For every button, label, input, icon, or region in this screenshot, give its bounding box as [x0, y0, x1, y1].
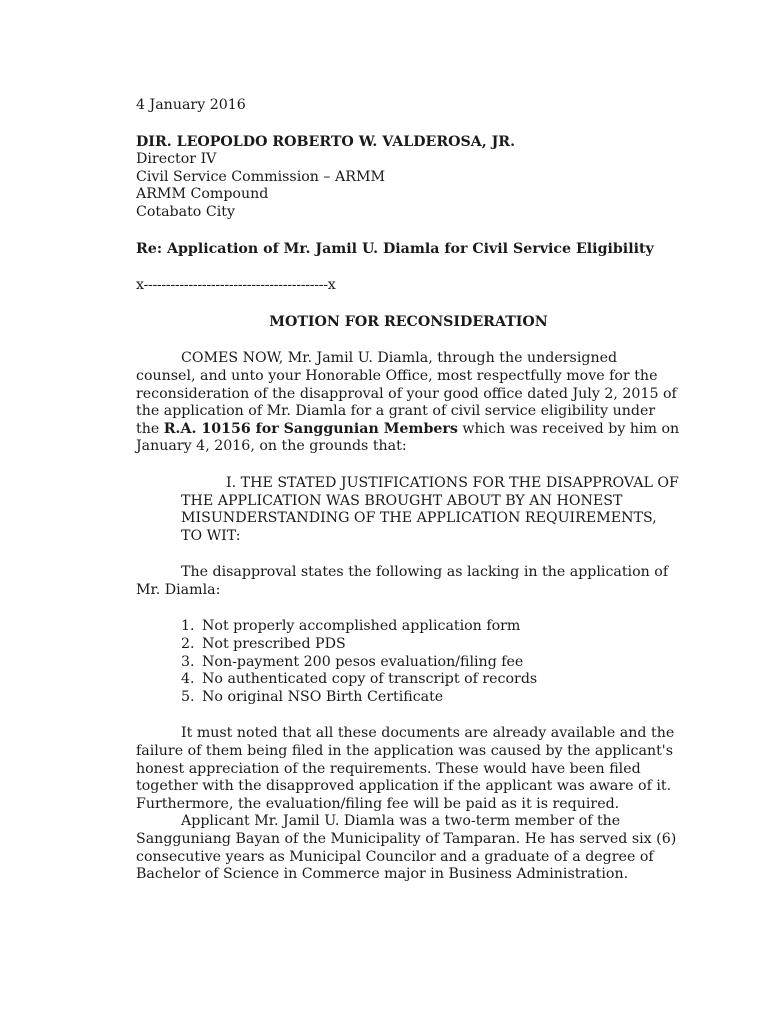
list-item — [136, 671, 681, 689]
explanation-paragraph: It must noted that all these documents are already available and the failure of them being filed in the application was caused by the applicant's honest appreciation of the requirements. These would have been filed together with the disapproved application if the applicant was aware of it. Furthermore, the evaluation/filing fee will be paid as it is required. — [136, 725, 675, 812]
recipient-city: Cotabato City — [136, 203, 235, 220]
list-item-number: 1. — [181, 618, 195, 635]
disapproval-paragraph: The disapproval states the following as lacking in the application of Mr. Diamla: — [136, 564, 669, 598]
ground-heading: I. THE STATED JUSTIFICATIONS FOR THE DISAPPROVAL OF THE APPLICATION WAS BROUGHT ABOUT BY AN HONEST MISUNDERSTANDING OF THE APPLICATION REQUIREMENTS, TO WIT: — [181, 474, 679, 544]
recipient-block — [136, 134, 681, 222]
list-item-text: Non-payment 200 pesos evaluation/filing fee — [202, 653, 524, 670]
list-item-number: 2. — [181, 636, 195, 653]
opening-paragraph — [136, 350, 681, 456]
subject-line: Re: Application of Mr. Jamil U. Diamla for Civil Service Eligibility — [136, 240, 654, 257]
separator-line: x-----------------------------------------x — [136, 277, 336, 294]
letter-body — [136, 97, 681, 884]
opening-text-part2: which was received by him on January 4, 2016, on the grounds that: — [136, 420, 680, 455]
list-item-number: 5. — [181, 688, 195, 705]
recipient-title: Director IV — [136, 151, 217, 168]
letter-date: 4 January 2016 — [136, 97, 246, 113]
list-item — [136, 618, 681, 636]
statute-reference: R.A. 10156 for Sanggunian Members — [163, 420, 458, 437]
opening-text-part1: COMES NOW, Mr. Jamil U. Diamla, through the undersigned counsel, and unto your Honorable Office, most respectfully move for the reconsideration of the disapproval of your good office dated July 2, 2015 of the application of Mr. Diamla for a grant of civil service eligibility under the — [136, 350, 677, 437]
recipient-address: ARMM Compound — [136, 186, 269, 203]
list-item — [136, 636, 681, 654]
list-item — [136, 654, 681, 672]
list-item-number: 3. — [181, 653, 195, 670]
list-item-text: No authenticated copy of transcript of records — [202, 671, 538, 688]
applicant-background-paragraph: Applicant Mr. Jamil U. Diamla was a two-term member of the Sangguniang Bayan of the Municipality of Tamparan. He has served six (6) consecutive years as Municipal Councilor and a graduate of a degree of Bachelor of Science in Commerce major in Business Administration. — [136, 813, 677, 883]
recipient-name: DIR. LEOPOLDO ROBERTO W. VALDEROSA, JR. — [136, 133, 516, 150]
recipient-office: Civil Service Commission – ARMM — [136, 168, 386, 185]
list-item-text: Not prescribed PDS — [202, 636, 346, 653]
list-item-text: Not properly accomplished application form — [202, 618, 521, 635]
list-item-number: 4. — [181, 671, 195, 688]
list-item — [136, 689, 681, 707]
motion-title: MOTION FOR RECONSIDERATION — [269, 313, 548, 330]
list-item-text: No original NSO Birth Certificate — [202, 688, 444, 705]
deficiency-list — [136, 618, 681, 706]
